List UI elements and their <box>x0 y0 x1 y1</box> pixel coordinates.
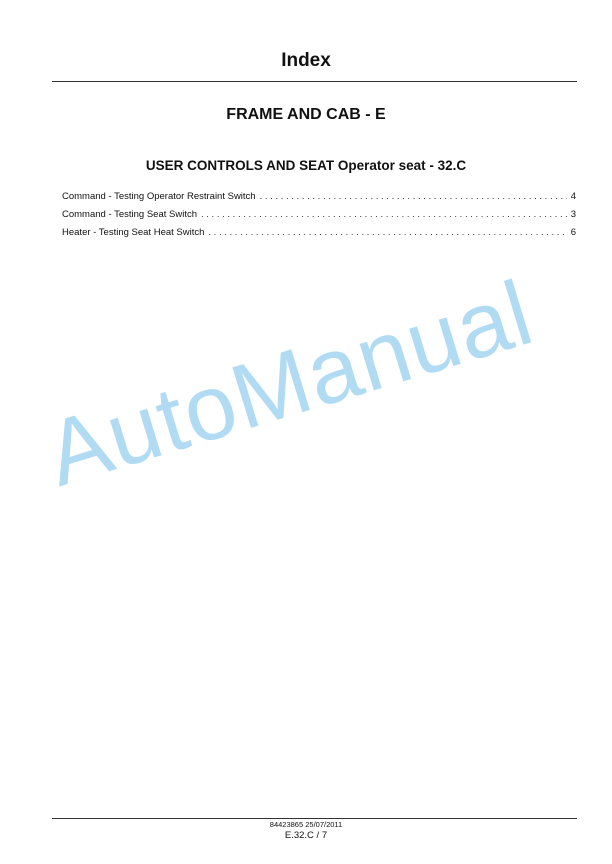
toc-entry-page[interactable]: 4 <box>570 191 576 202</box>
toc-dot-leader <box>260 188 567 206</box>
table-of-contents <box>62 188 576 242</box>
toc-entry-title[interactable]: Heater - Testing Seat Heat Switch <box>62 227 205 238</box>
section-heading: FRAME AND CAB - E <box>226 106 386 123</box>
toc-entry-page[interactable]: 6 <box>570 227 576 238</box>
toc-dot-leader <box>208 224 566 242</box>
toc-entry-page[interactable]: 3 <box>570 209 576 220</box>
page-title: Index <box>281 50 331 71</box>
toc-entry[interactable] <box>62 206 576 224</box>
toc-entry-title[interactable]: Command - Testing Operator Restraint Switch <box>62 191 256 202</box>
subsection-heading: USER CONTROLS AND SEAT Operator seat - 32.C <box>145 158 467 173</box>
title-divider <box>52 81 577 82</box>
watermark: AutoManual <box>34 261 544 506</box>
footer-divider <box>52 818 577 819</box>
toc-entry-title[interactable]: Command - Testing Seat Switch <box>62 209 197 220</box>
toc-entry[interactable] <box>62 188 576 206</box>
toc-dot-leader <box>201 206 567 224</box>
footer-page-ref: E.32.C / 7 <box>284 830 328 841</box>
toc-entry[interactable] <box>62 224 576 242</box>
footer-document-ref: 84423865 25/07/2011 <box>269 820 343 829</box>
